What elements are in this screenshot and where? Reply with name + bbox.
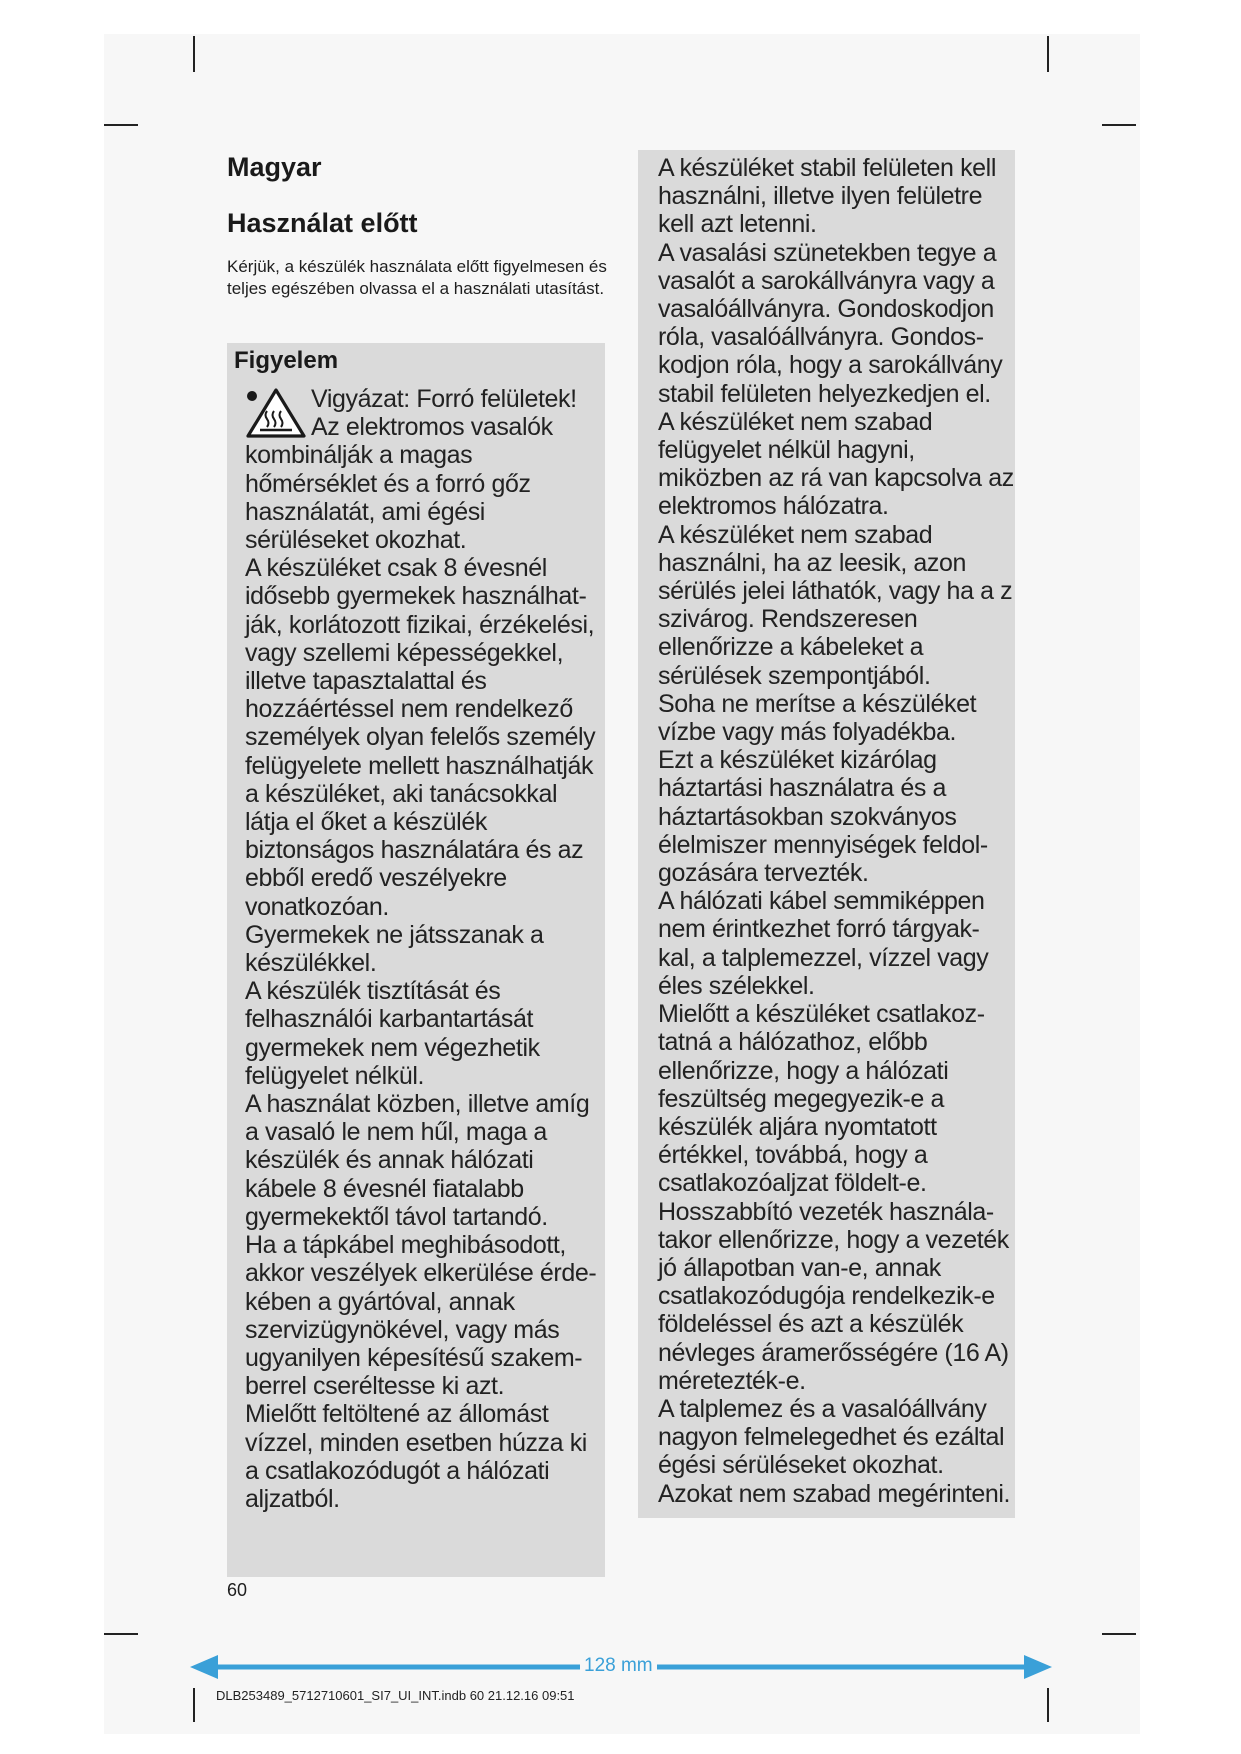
warning-paragraph: Mielőtt feltöltené az állomást vízzel, minden esetben húzza ki a csatlakozódugót a hálózati aljzatból. bbox=[245, 1400, 587, 1513]
safety-paragraph: A vasalási szünetekben tegye a vasalót a sarokállványra vagy a vasalóállványra. Gondoskodjon róla, vasalóállványra. Gondos-kodjon róla, hogy a sarokállvány stabil felületen helyezkedjen el. bbox=[658, 238, 1003, 408]
warning-paragraph: Gyermekek ne játsszanak a készülékkel. bbox=[245, 920, 544, 978]
warning-paragraph: A használat közben, illetve amíg a vasaló le nem hűl, maga a készülék és annak hálózati kábele 8 évesnél fiatalabb gyermekektől távol tartandó. bbox=[245, 1090, 590, 1231]
warning-box bbox=[227, 343, 605, 1577]
language-heading: Magyar bbox=[227, 152, 322, 182]
bullet-dot bbox=[247, 391, 257, 401]
safety-paragraph: A készüléket nem szabad felügyelet nélkül hagyni, miközben az rá van kapcsolva az elektromos hálózatra. bbox=[658, 407, 1014, 521]
safety-paragraph: Mielőtt a készüléket csatlakoz-tatná a hálózathoz, előbb ellenőrizze, hogy a hálózati feszültség megegyezik-e a készülék aljára nyomtatott értékkel, továbbá, hogy a csatlakozóaljzat földelt-e. bbox=[658, 1000, 985, 1198]
crop-mark-right-lower bbox=[1102, 1633, 1136, 1635]
crop-mark-top-left bbox=[193, 36, 195, 72]
intro-text: Kérjük, a készülék használata előtt figyelmesen és teljes egészében olvassa el a használati utasítást. bbox=[227, 257, 607, 298]
crop-mark-right-upper bbox=[1102, 124, 1136, 126]
warning-paragraph: Ha a tápkábel meghibásodott, akkor veszélyek elkerülése érde-kében a gyártóval, annak szervizügynökével, vagy más ugyanilyen képesítésű szakem-berrel cseréltesse ki azt. bbox=[245, 1231, 597, 1401]
safety-paragraph: A hálózati kábel semmiképpen nem érintkezhet forró tárgyak-kal, a talplemezzel, vízzel vagy éles szélekkel. bbox=[658, 887, 989, 1000]
crop-mark-top-right bbox=[1047, 36, 1049, 72]
hot-surface-warning bbox=[245, 385, 603, 554]
crop-mark-bottom-right bbox=[1047, 1688, 1049, 1722]
section-heading: Használat előtt bbox=[227, 208, 418, 238]
arrow-right-icon bbox=[1024, 1655, 1052, 1679]
warning-paragraph: A készülék tisztítását és felhasználói karbantartását gyermekek nem végezhetik felügyelet nélkül. bbox=[245, 977, 540, 1090]
safety-paragraph: Hosszabbító vezeték használa-takor ellenőrizze, hogy a vezeték jó állapotban van-e, annak csatlakozódugója rendelkezik-e földeléssel és azt a készülék névleges áramerősségére (16 A) méretezték-e. bbox=[658, 1197, 1009, 1395]
arrow-left-icon bbox=[190, 1655, 218, 1679]
page-number: 60 bbox=[227, 1580, 248, 1600]
safety-paragraph: Ezt a készüléket kizárólag háztartási használatra és a háztartásokban szokványos élelmiszer mennyiségek feldol-gozására tervezték. bbox=[658, 746, 988, 888]
warning-box-text bbox=[245, 385, 603, 1513]
hot-surface-warning-text: Vigyázat: Forró felületek! Az elektromos vasalók kombinálják a magas hőmérséklet és a forró gőz használatát, ami égési sérüléseket okozhat. bbox=[245, 385, 577, 555]
safety-box-text bbox=[658, 154, 1015, 1508]
crop-mark-left-lower bbox=[104, 1633, 138, 1635]
safety-paragraph: A készüléket stabil felületen kell használni, illetve ilyen felületre kell azt letenni. bbox=[658, 154, 996, 239]
safety-paragraph: A talplemez és a vasalóállvány nagyon felmelegedhet és ezáltal égési sérüléseket okozhat. Azokat nem szabad megérinteni. bbox=[658, 1394, 1011, 1508]
crop-mark-left-upper bbox=[104, 124, 138, 126]
safety-box bbox=[638, 150, 1015, 1518]
dimension-label: 128 mm bbox=[580, 1655, 657, 1677]
warning-paragraph: A készüléket csak 8 évesnél idősebb gyermekek használhat-ják, korlátozott fizikai, érzékelési, vagy szellemi képességekkel, illetve tapasztalattal és hozzáértéssel nem rendelkező személyek olyan felelős személy felügyelete mellett használhatják a készüléket, aki tanácsokkal látja el őket a készülék biztonságos használatára és az ebből eredő veszélyekre vonatkozóan. bbox=[245, 554, 596, 921]
crop-mark-bottom-left bbox=[193, 1688, 195, 1722]
safety-paragraph: Soha ne merítse a készüléket vízbe vagy más folyadékba. bbox=[658, 689, 977, 747]
safety-paragraph: A készüléket nem szabad használni, ha az leesik, azon sérülés jelei láthatók, vagy ha a z szivárog. Rendszeresen ellenőrizze a kábeleket a sérülések szempontjából. bbox=[658, 520, 1013, 690]
warning-box-title: Figyelem bbox=[234, 347, 339, 374]
print-footer: DLB253489_5712710601_SI7_UI_INT.indb 60 21.12.16 09:51 bbox=[216, 1688, 575, 1703]
